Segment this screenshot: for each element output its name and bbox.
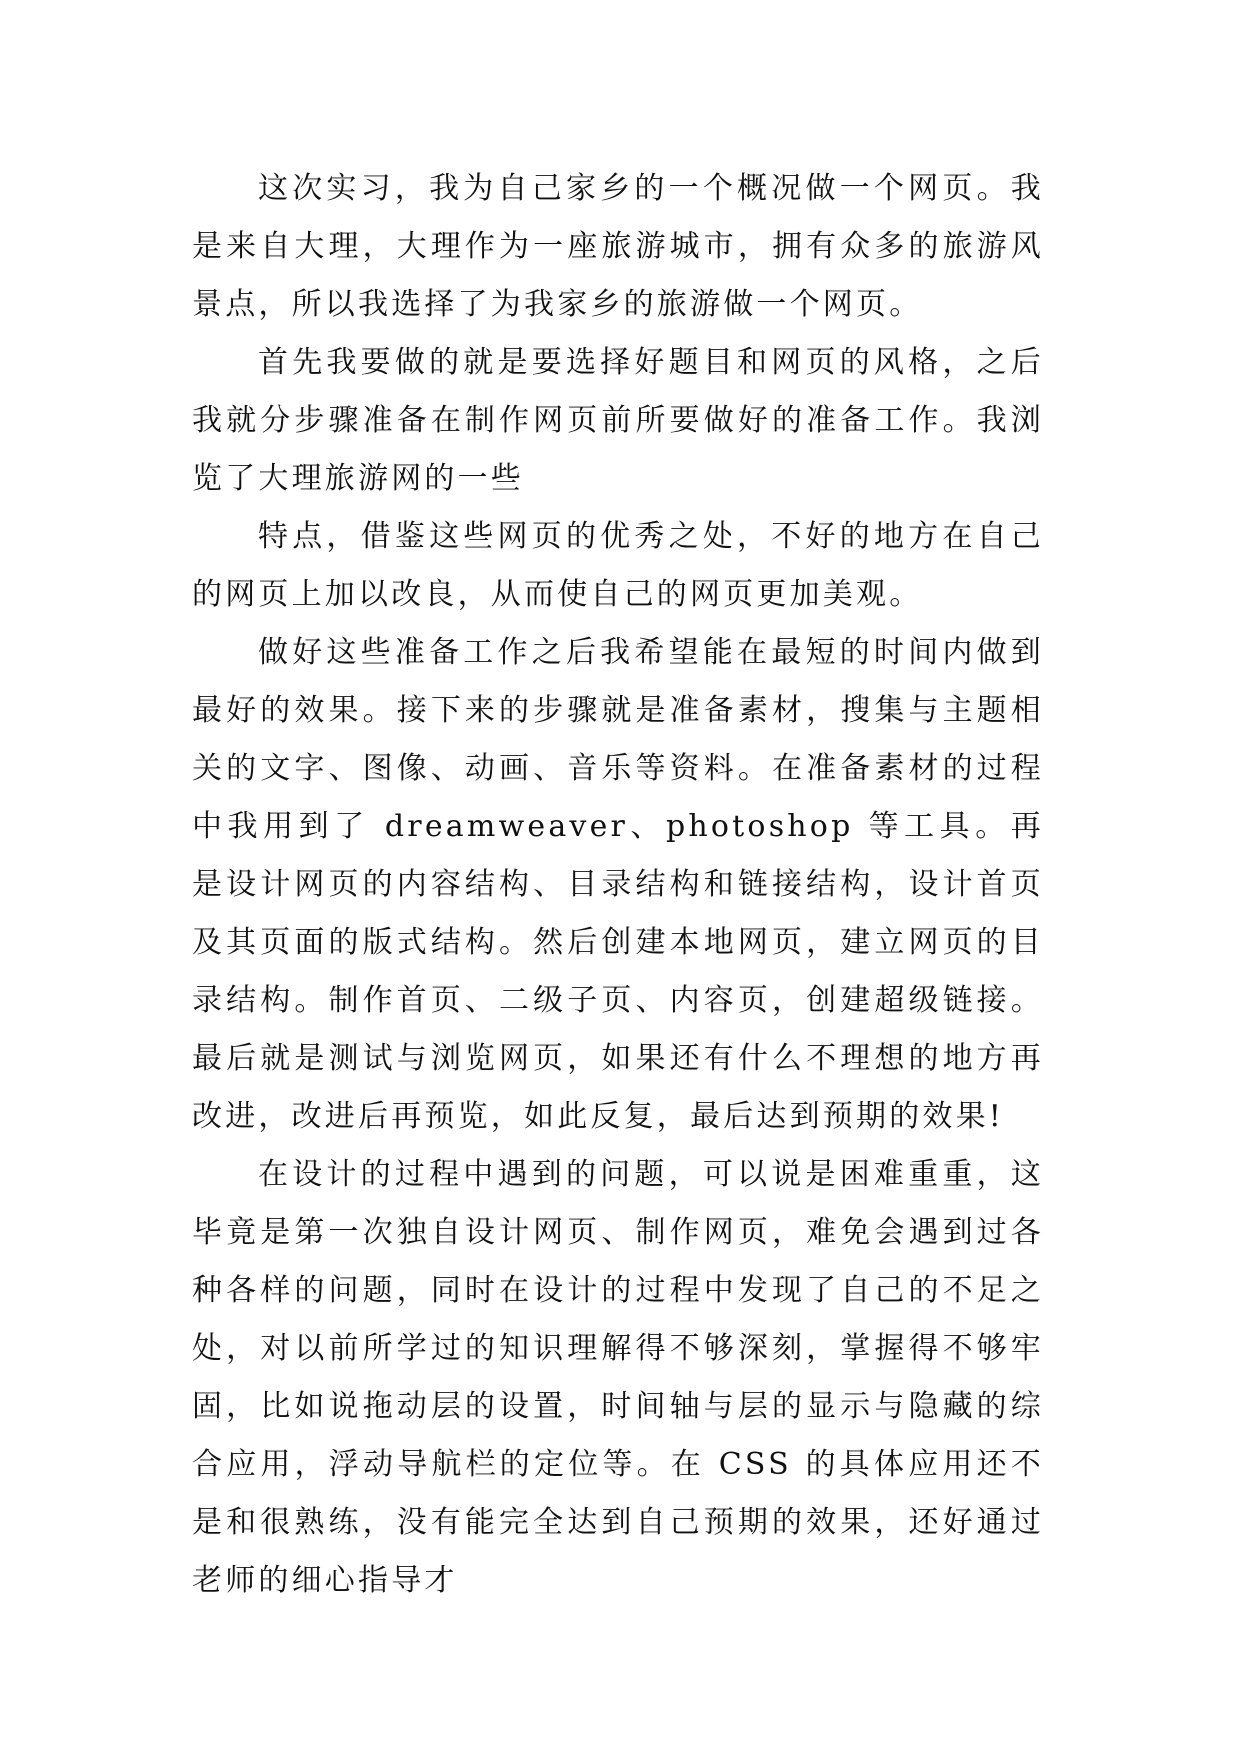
paragraph: 这次实习，我为自己家乡的一个概况做一个网页。我是来自大理，大理作为一座旅游城市，拥有众多的旅游风景点，所以我选择了为我家乡的旅游做一个网页。 [192, 171, 1044, 322]
paragraph: 做好这些准备工作之后我希望能在最短的时间内做到最好的效果。接下来的步骤就是准备素材，搜集与主题相关的文字、图像、动画、音乐等资料。在准备素材的过程中我用到了 dreamweaver、photoshop 等工具。再是设计网页的内容结构、目录结构和链接结构，设计首页及其页面的版式结构。然后创建本地网页，建立网页的目录结构。制作首页、二级子页、内容页，创建超级链接。最后就是测试与浏览网页，如果还有什么不理想的地方再改进，改进后再预览，如此反复，最后达到预期的效果! [192, 635, 1044, 1134]
paragraph: 首先我要做的就是要选择好题目和网页的风格，之后我就分步骤准备在制作网页前所要做好的准备工作。我浏览了大理旅游网的一些 [192, 345, 1044, 496]
document-body [192, 160, 1044, 1610]
paragraph: 在设计的过程中遇到的问题，可以说是困难重重，这毕竟是第一次独自设计网页、制作网页，难免会遇到过各种各样的问题，同时在设计的过程中发现了自己的不足之处，对以前所学过的知识理解得不够深刻，掌握得不够牢固，比如说拖动层的设置，时间轴与层的显示与隐藏的综合应用，浮动导航栏的定位等。在 CSS 的具体应用还不是和很熟练，没有能完全达到自己预期的效果，还好通过老师的细心指导才 [192, 1157, 1044, 1598]
paragraph: 特点，借鉴这些网页的优秀之处，不好的地方在自己的网页上加以改良，从而使自己的网页更加美观。 [192, 519, 1044, 612]
